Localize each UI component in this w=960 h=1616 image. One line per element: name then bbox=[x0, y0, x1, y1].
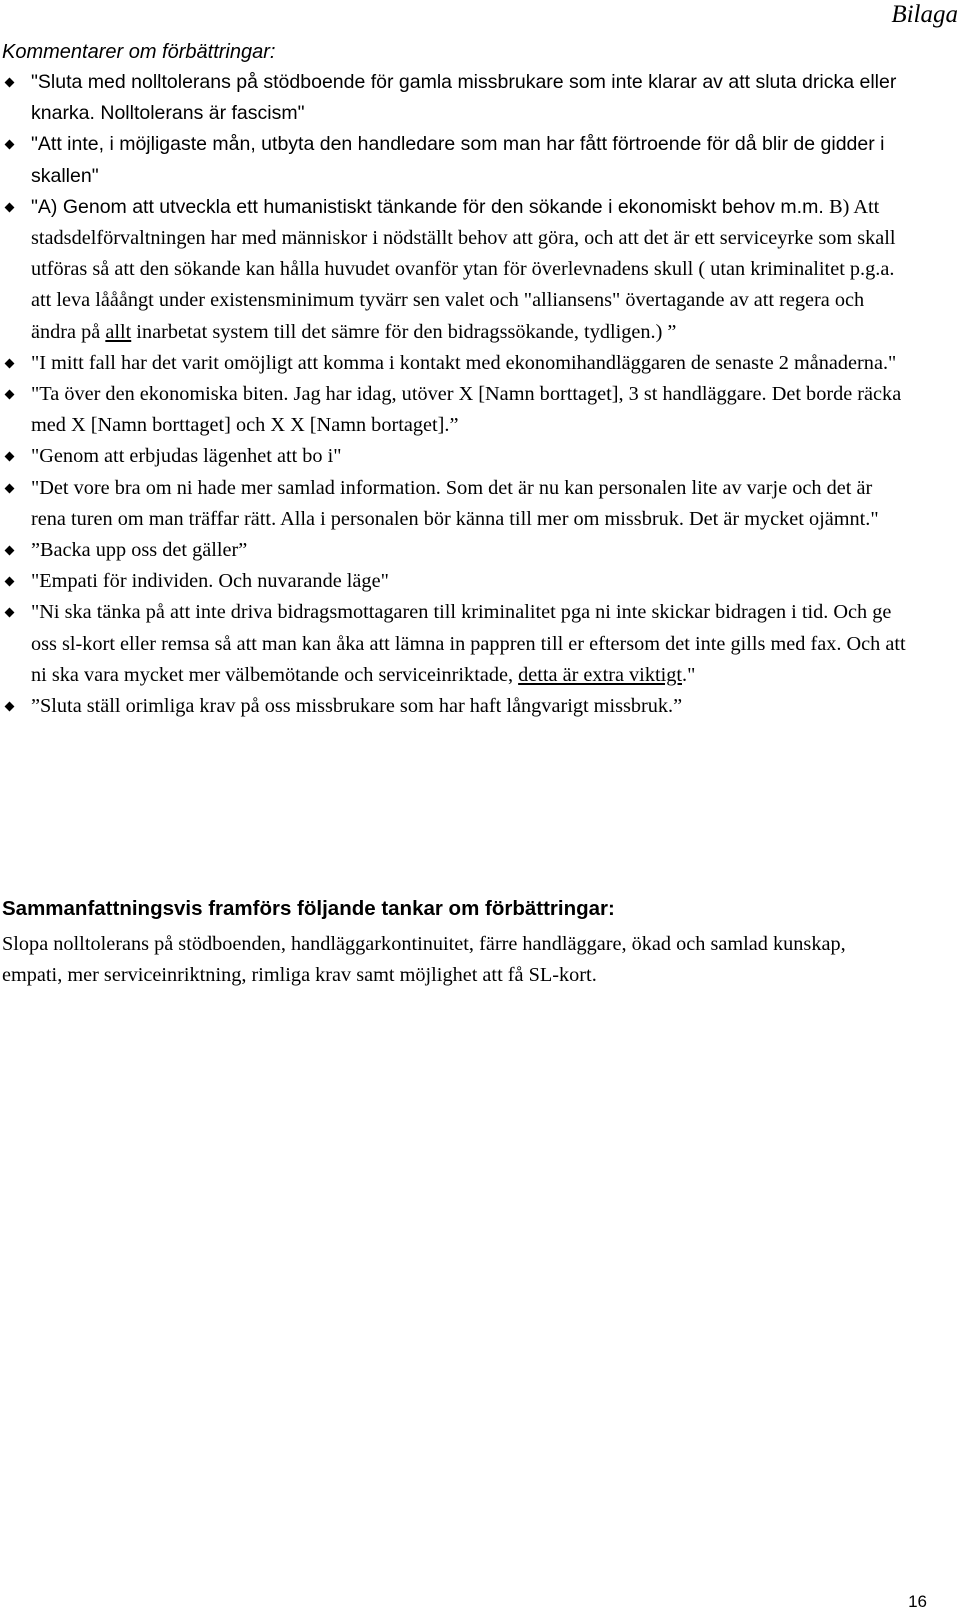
page-number: 16 bbox=[908, 1592, 927, 1611]
comment-text: "I mitt fall har det varit omöjligt att komma i kontakt med ekonomihandläggaren de senaste 2 månaderna." bbox=[31, 351, 897, 374]
summary-heading: Sammanfattningsvis framförs följande tankar om förbättringar: bbox=[2, 897, 615, 920]
diamond-bullet-icon bbox=[5, 577, 14, 586]
list-item bbox=[2, 129, 907, 191]
diamond-bullet-icon bbox=[5, 359, 14, 368]
comment-text: "Ta över den ekonomiska biten. Jag har idag, utöver X [Namn borttaget], 3 st handläggare. Det borde räcka med X [Namn borttaget] och X X [Namn bortaget].” bbox=[31, 383, 902, 437]
summary-paragraph: Slopa nolltolerans på stödboenden, handläggarkontinuitet, färre handläggare, ökad och samlad kunskap, empati, mer serviceinriktning, rimliga krav samt möjlighet att få SL-kort. bbox=[2, 933, 846, 987]
comments-list bbox=[2, 67, 907, 722]
comment-text-part-b: B) Att stadsdelförvaltningen har med människor i nödställt behov att göra, och att det är ett serviceyrke som skall utföras så att den sökande kan hålla huvudet ovanför ytan för överlevnadens skull ( utan kriminalitet p.g.a. att leva lååångt under existensminimum tyvärr sen valet och "alliansens" övertagande av att regera och ändra på bbox=[31, 195, 896, 343]
comment-text: ”Backa upp oss det gäller” bbox=[31, 539, 248, 562]
list-item bbox=[2, 597, 907, 691]
comment-text-part-c: inarbetat system till det sämre för den bidragssökande, tydligen.) ” bbox=[131, 320, 677, 343]
diamond-bullet-icon bbox=[5, 390, 14, 399]
comment-text: "Sluta med nolltolerans på stödboende för gamla missbrukare som inte klarar av att sluta dricka eller knarka. Nolltolerans är fascism" bbox=[31, 71, 897, 125]
comment-text: "Empati för individen. Och nuvarande läge" bbox=[31, 570, 389, 593]
list-item bbox=[2, 566, 907, 597]
comment-underlined-text: detta är extra viktigt bbox=[518, 663, 682, 686]
comment-text-part-a: "A) Genom att utveckla ett humanistiskt tänkande för den sökande i ekonomiskt behov m.m. bbox=[31, 195, 830, 218]
comments-heading: Kommentarer om förbättringar: bbox=[2, 41, 276, 63]
list-item bbox=[2, 535, 907, 566]
comment-text: ”Sluta ställ orimliga krav på oss missbrukare som har haft långvarigt missbruk.” bbox=[31, 695, 683, 718]
diamond-bullet-icon bbox=[5, 608, 14, 617]
diamond-bullet-icon bbox=[5, 203, 14, 212]
diamond-bullet-icon bbox=[5, 484, 14, 493]
comment-text: "Att inte, i möjligaste mån, utbyta den handledare som man har fått förtroende för då blir de gidder i skallen" bbox=[31, 133, 885, 187]
list-item bbox=[2, 473, 907, 535]
comment-underlined-text: allt bbox=[105, 320, 132, 343]
diamond-bullet-icon bbox=[5, 546, 14, 555]
list-item bbox=[2, 67, 907, 129]
list-item bbox=[2, 192, 907, 348]
comment-text: "Det vore bra om ni hade mer samlad information. Som det är nu kan personalen lite av varje och det är rena turen om man träffar rätt. Alla i personalen bör känna till mer om missbruk. Det är mycket ojämnt." bbox=[31, 476, 879, 530]
comment-text: "Genom att erbjudas lägenhet att bo i" bbox=[31, 445, 342, 468]
list-item bbox=[2, 441, 907, 472]
list-item bbox=[2, 379, 907, 441]
diamond-bullet-icon bbox=[5, 452, 14, 461]
diamond-bullet-icon bbox=[5, 702, 14, 711]
list-item bbox=[2, 348, 907, 379]
diamond-bullet-icon bbox=[5, 78, 14, 87]
appendix-label: Bilaga bbox=[891, 1, 958, 28]
list-item bbox=[2, 691, 907, 722]
comment-text: "Ni ska tänka på att inte driva bidragsmottagaren till kriminalitet pga ni inte skickar bidragen i tid. Och ge oss sl-kort eller remsa så att man kan åka att lämna in pappren till er eftersom det inte gills med fax. Och att ni ska vara mycket mer välbemötande och serviceinriktade, bbox=[31, 601, 906, 686]
comment-text-end: ." bbox=[682, 663, 696, 686]
diamond-bullet-icon bbox=[5, 140, 14, 149]
